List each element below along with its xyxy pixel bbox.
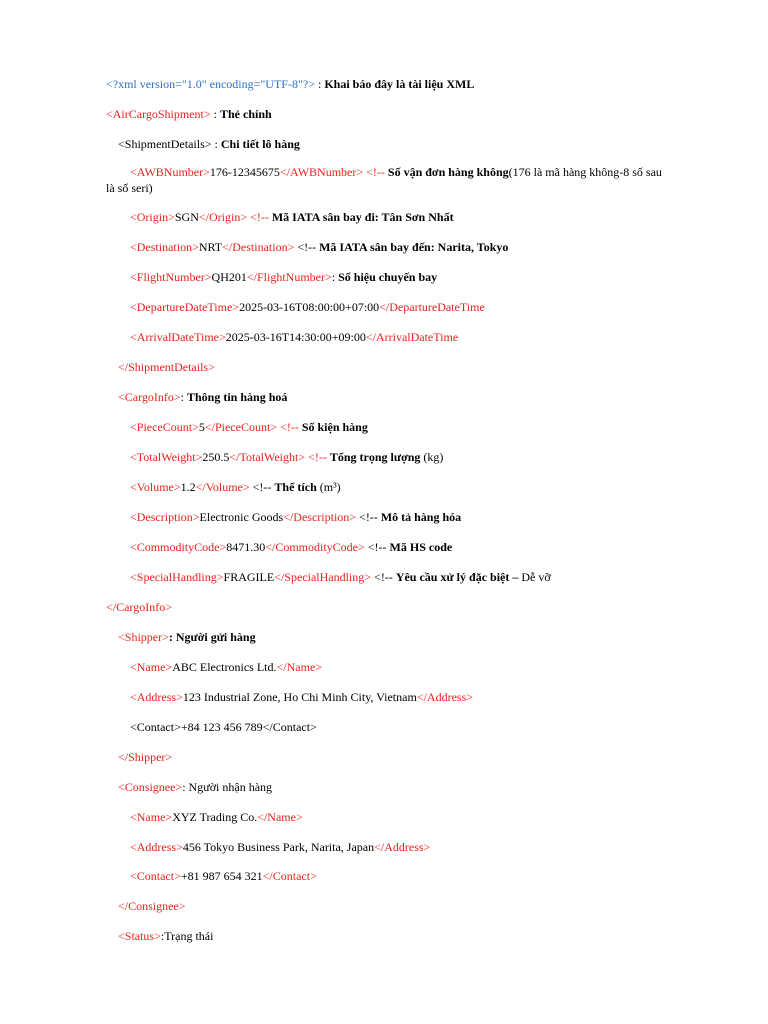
annotation: : Người gửi hàng [168, 630, 256, 644]
open-tag: <Description> [130, 510, 200, 524]
shipper-address-line [130, 689, 473, 705]
annotation: Số vận đơn hàng không [387, 165, 509, 179]
close-tag: </Description> [283, 510, 357, 524]
open-tag: <CommodityCode> [130, 540, 227, 554]
open-tag: <Name> [130, 810, 173, 824]
tag-value: XYZ Trading Co. [172, 810, 258, 824]
special-handling-line [130, 569, 551, 585]
annotation: Yêu cầu xử lý đặc biệt – [395, 570, 522, 584]
close-tag: </ShipmentDetails> [118, 360, 215, 374]
origin-line [130, 209, 454, 225]
close-tag: </DepartureDateTime [379, 300, 485, 314]
close-tag: </Name> [257, 810, 303, 824]
tag-value: 250.5 [202, 450, 230, 464]
tag-value: 5 [198, 420, 205, 434]
arrival-datetime-line [130, 329, 458, 345]
close-tag: </AWBNumber> [279, 165, 364, 179]
open-tag: <ShipmentDetails> [118, 137, 212, 151]
separator: : [180, 390, 187, 404]
consignee-name-line [130, 809, 303, 825]
comment-open: <!-- [356, 510, 381, 524]
annotation: Thể tích [274, 480, 317, 494]
close-tag: </FlightNumber> [246, 270, 332, 284]
annotation: Số hiệu chuyến bay [338, 270, 438, 284]
open-tag: <Consignee> [118, 780, 183, 794]
open-tag: <AWBNumber> [130, 165, 210, 179]
flight-number-line [130, 269, 437, 285]
tag-value: 123 Industrial Zone, Ho Chi Minh City, Vietnam [182, 690, 417, 704]
annotation: Số kiện hàng [301, 420, 368, 434]
tag-value: FRAGILE [223, 570, 275, 584]
annotation: Mã HS code [389, 540, 453, 554]
awb-number-line [106, 164, 691, 196]
tag-value: 2025-03-16T08:00:00+07:00 [239, 300, 380, 314]
shipper-name-line [130, 659, 322, 675]
annotation: Thẻ chính [220, 107, 272, 121]
annotation: Thông tin hàng hoá [186, 390, 288, 404]
total-weight-line [130, 449, 443, 465]
annotation-detail: (176 là mã hàng không-8 số sau [508, 165, 662, 179]
open-tag: <AirCargoShipment> [106, 107, 211, 121]
root-tag-line [106, 106, 272, 122]
annotation: : Người nhận hàng [182, 780, 273, 794]
xml-declaration: <?xml version="1.0" encoding="UTF-8"?> [106, 77, 315, 91]
open-tag: <Origin> [130, 210, 175, 224]
consignee-line [118, 779, 272, 795]
open-tag: <Address> [130, 690, 183, 704]
tag-value: QH201 [211, 270, 247, 284]
close-tag: </Shipper> [118, 750, 173, 764]
destination-line [130, 239, 508, 255]
shipper-close-line [118, 749, 172, 765]
shipper-line [118, 629, 256, 645]
close-tag: </CommodityCode> [265, 540, 365, 554]
shipper-contact-line [130, 719, 317, 735]
piece-count-line [130, 419, 368, 435]
tag-value: 8471.30 [226, 540, 266, 554]
status-line [118, 928, 213, 944]
close-tag: </PieceCount> [204, 420, 278, 434]
close-tag: </Destination> [222, 240, 295, 254]
close-tag: </SpecialHandling> [274, 570, 372, 584]
commodity-code-line [130, 539, 452, 555]
close-tag: </TotalWeight> [229, 450, 306, 464]
annotation-detail: (kg) [420, 450, 444, 464]
close-tag: </Address> [374, 840, 431, 854]
tag-value: Electronic Goods [199, 510, 284, 524]
annotation: :Trạng thái [160, 929, 214, 943]
xml-declaration-line [106, 76, 474, 92]
close-tag: </Address> [416, 690, 474, 704]
comment-open: <!-- [305, 450, 330, 464]
comment-open: <!-- [247, 210, 272, 224]
tag-value: 1.2 [180, 480, 196, 494]
open-tag: <Destination> [130, 240, 199, 254]
annotation-continuation: là số seri) [106, 181, 153, 195]
comment-open: <!-- [294, 240, 320, 254]
comment-open: <!-- [364, 540, 390, 554]
consignee-address-line [130, 839, 430, 855]
open-tag: <PieceCount> [130, 420, 199, 434]
annotation: Khai báo đây là tài liệu XML [324, 77, 475, 91]
annotation-detail: Dễ vỡ [521, 570, 551, 584]
tag-value: NRT [198, 240, 223, 254]
open-tag: <Address> [130, 840, 183, 854]
tag-value: 176-12345675 [209, 165, 280, 179]
comment-open: <!-- [249, 480, 275, 494]
open-tag: <Name> [130, 660, 173, 674]
cargo-info-line [118, 389, 287, 405]
departure-datetime-line [130, 299, 485, 315]
tag-value: ABC Electronics Ltd. [172, 660, 277, 674]
close-tag: </Name> [276, 660, 323, 674]
separator: : [210, 107, 220, 121]
shipment-details-close-line [118, 359, 215, 375]
annotation: Mã IATA sân bay đi: Tân Sơn Nhất [271, 210, 454, 224]
close-tag: </ArrivalDateTime [365, 330, 459, 344]
consignee-close-line [118, 898, 186, 914]
close-tag: </Contact> [262, 869, 317, 883]
open-tag: <SpecialHandling> [130, 570, 224, 584]
close-tag: </Consignee> [118, 899, 186, 913]
annotation-detail: (m³) [316, 480, 341, 494]
annotation: Tổng trọng lượng [329, 450, 421, 464]
annotation: Mã IATA sân bay đến: Narita, Tokyo [319, 240, 509, 254]
tag-value: +81 987 654 321 [180, 869, 263, 883]
open-tag: <Contact> [130, 869, 181, 883]
separator: : [211, 137, 221, 151]
shipment-details-line [118, 136, 300, 152]
separator: : [331, 270, 339, 284]
annotation: Mô tả hàng hóa [380, 510, 462, 524]
open-tag: <DepartureDateTime> [130, 300, 240, 314]
comment-open: <!-- [277, 420, 302, 434]
volume-line [130, 479, 341, 495]
comment-open: <!-- [371, 570, 396, 584]
tag-value: 456 Tokyo Business Park, Narita, Japan [182, 840, 375, 854]
open-tag: <Shipper> [118, 630, 169, 644]
close-tag: </Volume> [195, 480, 250, 494]
comment-open: <!-- [363, 165, 388, 179]
close-tag: </CargoInfo> [106, 600, 172, 614]
annotation: Chi tiết lô hàng [220, 137, 300, 151]
open-tag: <CargoInfo> [118, 390, 181, 404]
separator: : [314, 77, 325, 91]
open-tag: <ArrivalDateTime> [130, 330, 226, 344]
tag-value: 2025-03-16T14:30:00+09:00 [225, 330, 366, 344]
open-tag: <TotalWeight> [130, 450, 203, 464]
cargo-info-close-line [106, 599, 172, 615]
description-line [130, 509, 461, 525]
tag-value: <Contact>+84 123 456 789</Contact> [130, 720, 317, 734]
consignee-contact-line [130, 868, 317, 884]
tag-value: SGN [174, 210, 199, 224]
close-tag: </Origin> [198, 210, 248, 224]
open-tag: <Status> [118, 929, 161, 943]
open-tag: <FlightNumber> [130, 270, 212, 284]
open-tag: <Volume> [130, 480, 181, 494]
